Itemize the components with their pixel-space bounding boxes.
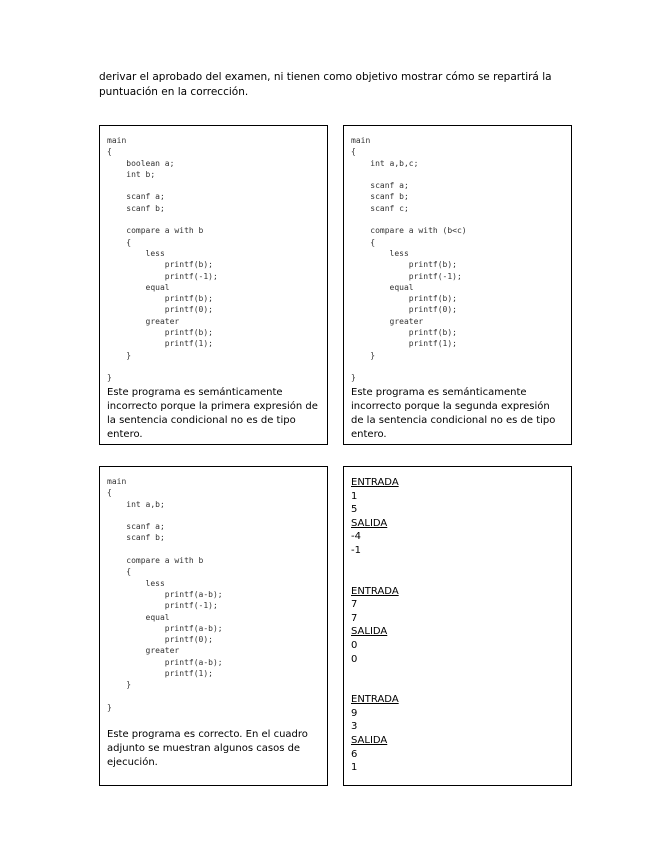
case-spacer — [351, 558, 399, 585]
execution-cases-box — [343, 466, 572, 786]
execution-cases-list — [351, 476, 399, 775]
code-box-3 — [99, 466, 328, 786]
code-description: Este programa es semánticamente incorrecto porque la primera expresión de la sentencia condicional no es de tipo entero. — [107, 387, 318, 440]
entrada-label: ENTRADA — [351, 694, 399, 706]
entrada-label: ENTRADA — [351, 477, 399, 488]
code-description: Este programa es correcto. En el cuadro adjunto se muestran algunos casos de ejecución. — [107, 729, 308, 768]
output-value: -1 — [351, 544, 361, 556]
input-value: 9 — [351, 707, 358, 719]
code-box-1 — [99, 125, 328, 445]
output-value: 0 — [351, 639, 358, 651]
input-value: 1 — [351, 490, 358, 502]
input-value: 3 — [351, 721, 358, 733]
salida-label: SALIDA — [351, 734, 388, 746]
case-spacer — [351, 666, 399, 693]
entrada-label: ENTRADA — [351, 585, 399, 597]
output-value: -4 — [351, 531, 361, 543]
intro-paragraph: derivar el aprobado del examen, ni tienen como objetivo mostrar cómo se repartirá la puntuación en la corrección. — [99, 71, 552, 98]
input-value: 7 — [351, 599, 358, 611]
salida-label: SALIDA — [351, 517, 388, 529]
code-listing: main { int a,b; scanf a; scanf b; compare a with b { less printf(a-b); printf(-1); equal printf(a-b); printf(0); greater printf(a-b); printf(1); } } — [107, 477, 223, 712]
code-listing: main { boolean a; int b; scanf a; scanf b; compare a with b { less printf(b); printf(-1); equal printf(b); printf(0); greater printf(b); printf(1); } } — [107, 136, 218, 383]
output-value: 0 — [351, 653, 358, 665]
input-value: 5 — [351, 504, 358, 516]
output-value: 6 — [351, 748, 358, 760]
code-box-2 — [343, 125, 572, 445]
output-value: 1 — [351, 762, 358, 774]
code-listing: main { int a,b,c; scanf a; scanf b; scanf c; compare a with (b<c) { less printf(b); printf(-1); equal printf(b); printf(0); greater printf(b); printf(1); } } — [351, 136, 467, 383]
code-description: Este programa es semánticamente incorrecto porque la segunda expresión de la sentencia condicional no es de tipo entero. — [351, 387, 556, 440]
salida-label: SALIDA — [351, 626, 388, 638]
input-value: 7 — [351, 612, 358, 624]
